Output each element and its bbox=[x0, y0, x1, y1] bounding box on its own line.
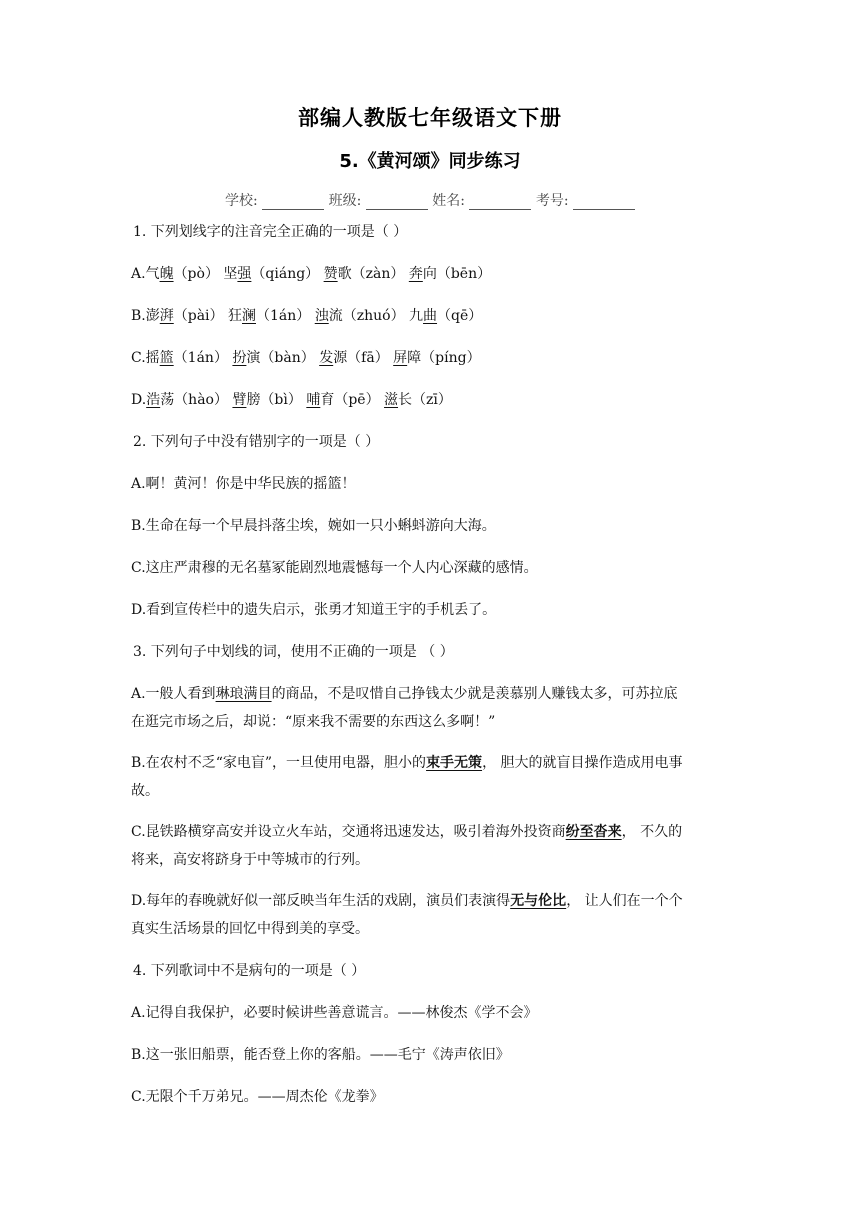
question-3-option-a-line1: A.一般人看到琳琅满目的商品，不是叹惜自己挣钱太少就是羡慕别人赚钱太多，可苏拉底 bbox=[131, 686, 678, 702]
question-2-stem: 2. 下列句子中没有错别字的一项是（ ） bbox=[133, 434, 380, 450]
question-4-option-a: A.记得自我保护，必要时候讲些善意谎言。——林俊杰《学不会》 bbox=[131, 1005, 538, 1021]
question-1-option-b: B.澎湃（pài） 狂澜（1án） 浊流（zhuó） 九曲（qē） bbox=[131, 308, 483, 324]
school-label: 学校: bbox=[224, 193, 258, 209]
school-blank bbox=[262, 195, 324, 210]
name-label: 姓名: bbox=[432, 193, 465, 209]
question-2-option-d: D.看到宣传栏中的遗失启示，张勇才知道王宇的手机丢了。 bbox=[131, 602, 497, 618]
underlined-term: 纷至沓来 bbox=[565, 824, 622, 840]
class-blank bbox=[366, 195, 428, 210]
question-3-option-a-line2: 在逛完市场之后，却说：“原来我不需要的东西这么多啊！” bbox=[131, 714, 496, 730]
class-label: 班级: bbox=[328, 193, 362, 209]
number-label: 考号: bbox=[535, 193, 569, 209]
question-4-option-b: B.这一张旧船票，能否登上你的客船。——毛宁《涛声依旧》 bbox=[131, 1047, 510, 1063]
question-3-option-b-line1: B.在农村不乏“家电盲”，一旦使用电器，胆小的束手无策， 胆大的就盲目操作造成用电事 bbox=[131, 755, 683, 771]
underlined-term: 无与伦比 bbox=[510, 893, 567, 909]
question-1-option-d: D.浩荡（hào） 臂膀（bì） 哺育（pē） 滋长（zī） bbox=[131, 392, 452, 408]
question-1-option-a: A.气魄（pò） 坚强（qiáng） 赞歌（zàn） 奔向（bēn） bbox=[131, 266, 492, 282]
question-4-stem: 4. 下列歌词中不是病句的一项是（ ） bbox=[133, 963, 366, 979]
student-info-line bbox=[0, 190, 860, 210]
underlined-term: 琳琅满目 bbox=[215, 686, 272, 702]
question-2-option-a: A.啊！黄河！你是中华民族的摇篮！ bbox=[131, 476, 356, 492]
question-2-option-b: B.生命在每一个早晨抖落尘埃，婉如一只小蝌蚪游向大海。 bbox=[131, 518, 496, 534]
question-3-option-c-line2: 将来，高安将跻身于中等城市的行列。 bbox=[131, 852, 369, 868]
question-1-stem: 1. 下列划线字的注音完全正确的一项是（ ） bbox=[133, 224, 408, 240]
underlined-term: 束手无策 bbox=[426, 755, 483, 771]
question-3-option-d-line1: D.每年的春晚就好似一部反映当年生活的戏剧，演员们表演得无与伦比， 让人们在一个个 bbox=[131, 893, 683, 909]
question-1-option-c: C.摇篮（1án） 扮演（bàn） 发源（fā） 屏障（píng） bbox=[131, 350, 481, 366]
question-3-option-b-line2: 故。 bbox=[131, 783, 159, 799]
question-3-stem: 3. 下列句子中划线的词，使用不正确的一项是 （ ） bbox=[133, 644, 454, 660]
question-2-option-c: C.这庄严肃穆的无名墓冢能剧烈地震憾每一个人内心深藏的感情。 bbox=[131, 560, 538, 576]
question-3-option-d-line2: 真实生活场景的回忆中得到美的享受。 bbox=[131, 921, 369, 937]
number-blank bbox=[573, 195, 635, 210]
document-title: 部编人教版七年级语文下册 bbox=[298, 106, 562, 130]
question-4-option-c: C.无限个千万弟兄。——周杰伦《龙拳》 bbox=[131, 1089, 384, 1105]
document-subtitle: 5.《黄河颂》同步练习 bbox=[339, 151, 521, 172]
name-blank bbox=[469, 195, 531, 210]
question-3-option-c-line1: C.昆铁路横穿高安并设立火车站，交通将迅速发达，吸引着海外投资商纷至沓来， 不久的 bbox=[131, 824, 683, 840]
